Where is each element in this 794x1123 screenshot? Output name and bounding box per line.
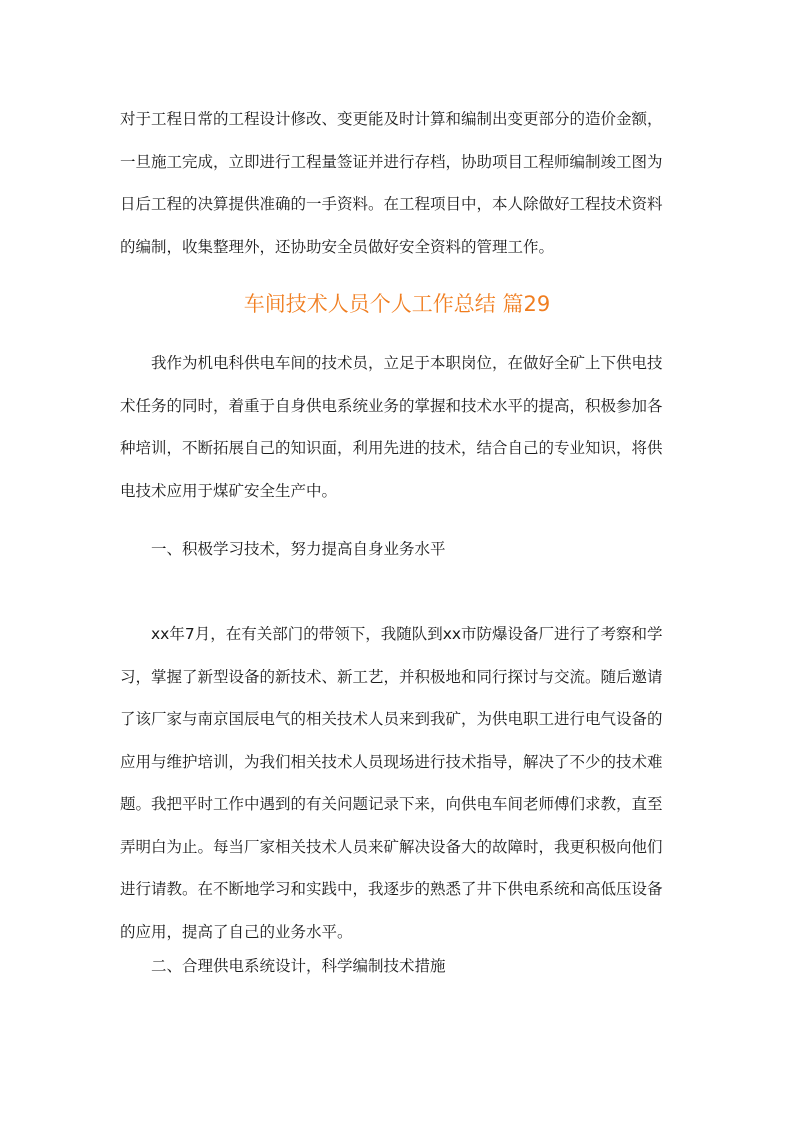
section-title: 车间技术人员个人工作总结 篇29 (243, 292, 551, 316)
intro-continuation-paragraph: 对于工程日常的工程设计修改、变更能及时计算和编制出变更部分的造价金额，一旦施工完成，立即进行工程量签证并进行存档，协助项目工程师编制竣工图为日后工程的决算提供准确的一手资料。在工程项目中，本人除做好工程技术资料的编制，收集整理外，还协助安全员做好安全资料的管理工作。 (120, 110, 663, 256)
point-two-heading: 二、合理供电系统设计，科学编制技术措施 (151, 957, 446, 975)
point-one-body: xx年7月，在有关部门的带领下，我随队到xx市防爆设备厂进行了考察和学习，掌握了新型设备的新技术、新工艺，并积极地和同行探讨与交流。随后邀请了该厂家与南京国辰电气的相关技术人员来到我矿，为供电职工进行电气设备的应用与维护培训，为我们相关技术人员现场进行技术指导，解决了不少的技术难题。我把平时工作中遇到的有关问题记录下来，向供电车间老师傅们求教，直至弄明白为止。每当厂家相关技术人员来矿解决设备大的故障时，我更积极向他们进行请教。在不断地学习和实践中，我逐步的熟悉了井下供电系统和高低压设备的应用，提高了自己的业务水平。 (120, 625, 663, 941)
point-one-heading: 一、积极学习技术，努力提高自身业务水平 (151, 540, 446, 558)
opening-paragraph: 我作为机电科供电车间的技术员，立足于本职岗位，在做好全矿上下供电技术任务的同时，着重于自身供电系统业务的掌握和技术水平的提高，积极参加各种培训，不断拓展自己的知识面，利用先进的技术，结合自己的专业知识，将供电技术应用于煤矿安全生产中。 (120, 354, 663, 500)
